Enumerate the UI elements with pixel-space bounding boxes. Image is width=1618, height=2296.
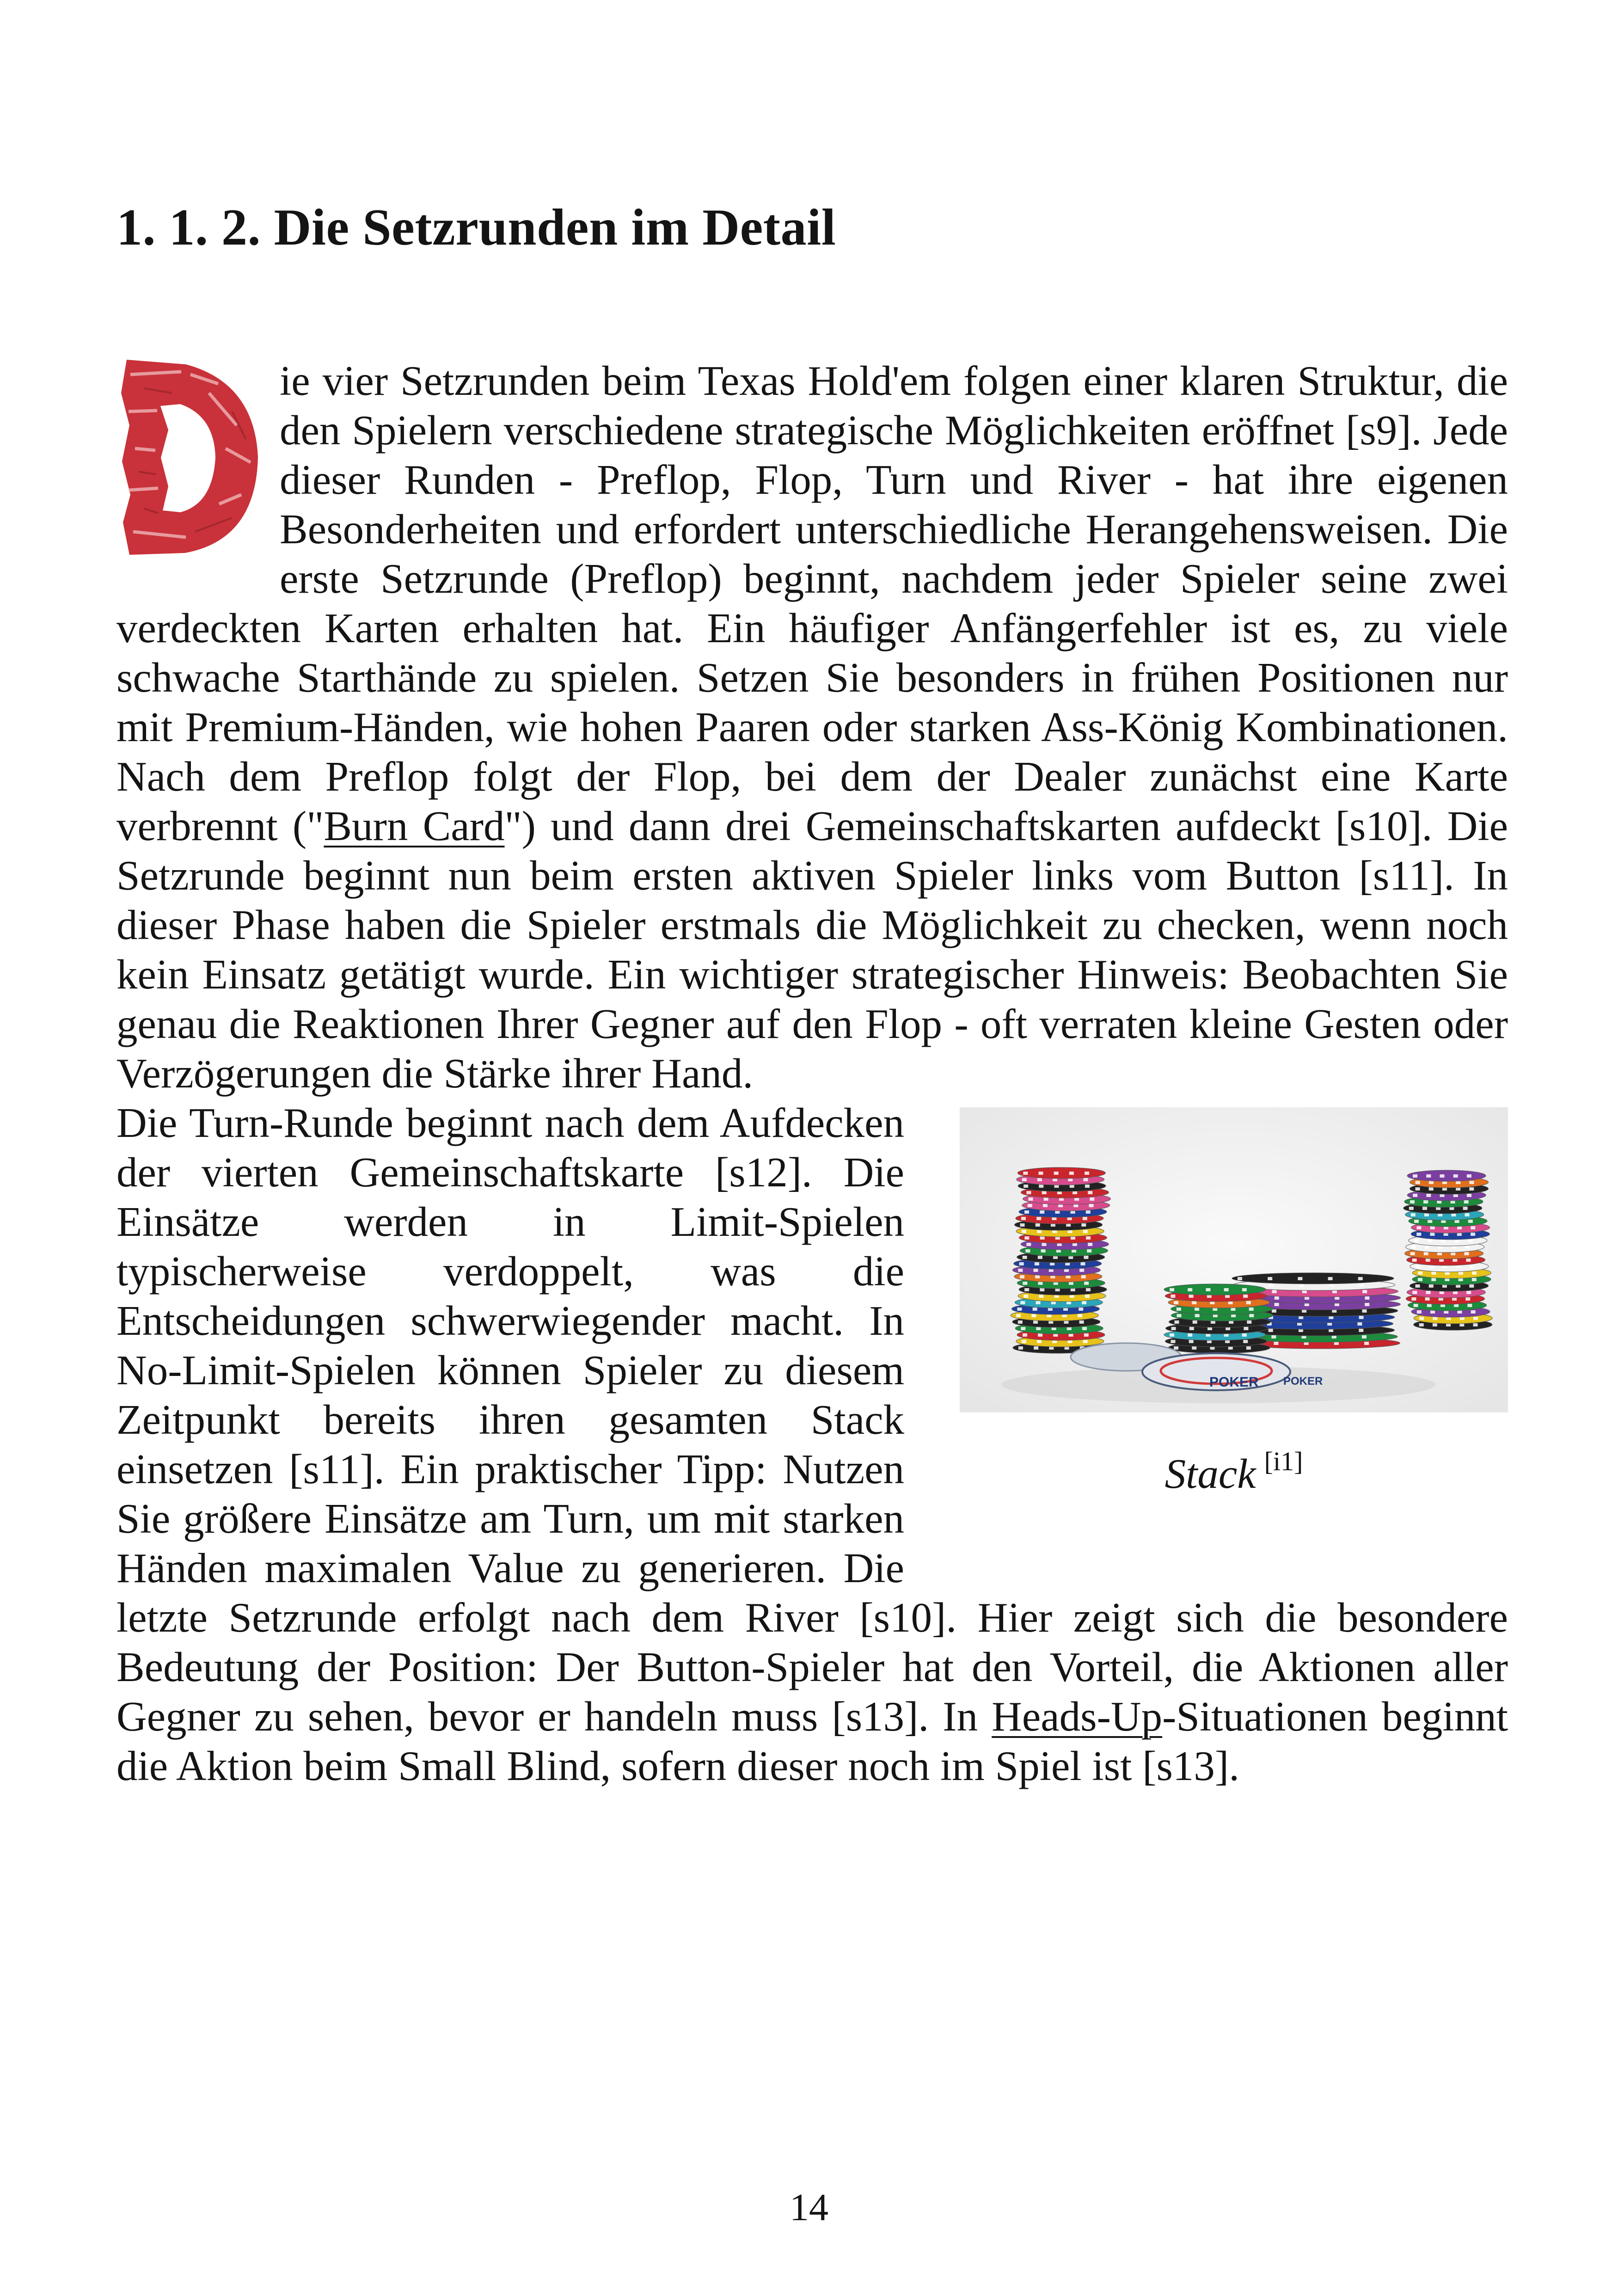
chip-edge-spot: [1022, 1178, 1027, 1181]
chip-edge-spot: [1024, 1295, 1028, 1298]
chip-edge-spot: [1039, 1185, 1043, 1188]
chip-edge-spot: [1433, 1317, 1437, 1320]
chip-edge-spot: [1416, 1284, 1420, 1288]
chip-edge-spot: [1269, 1329, 1273, 1332]
chip-edge-spot: [1033, 1320, 1038, 1324]
chip-edge-spot: [1428, 1220, 1432, 1223]
burn-card-link[interactable]: Burn Card: [324, 803, 505, 849]
chip-edge-spot: [1464, 1252, 1469, 1255]
chip-edge-spot: [1412, 1259, 1417, 1262]
chip-edge-spot: [1018, 1320, 1023, 1324]
chip-edge-spot: [1188, 1333, 1192, 1337]
chip-edge-spot: [1246, 1346, 1251, 1350]
chip-edge-spot: [1467, 1174, 1471, 1178]
chip-edge-spot: [1453, 1174, 1458, 1178]
chip-edge-spot: [1328, 1277, 1333, 1280]
chip-edge-spot: [1083, 1217, 1087, 1220]
chip-edge-spot: [1081, 1275, 1086, 1278]
chip-edge-spot: [1418, 1271, 1422, 1275]
chip-edge-spot: [1246, 1301, 1251, 1304]
chip-edge-spot: [1035, 1262, 1039, 1265]
caption-text: Stack: [1164, 1450, 1256, 1497]
chip-edge-spot: [1359, 1316, 1364, 1319]
chip-edge-spot: [1431, 1278, 1436, 1281]
chip-edge-spot: [1084, 1178, 1088, 1181]
chip-edge-spot: [1411, 1213, 1416, 1216]
chip-edge-spot: [1023, 1172, 1028, 1175]
chip-edge-spot: [1243, 1340, 1248, 1343]
chip-edge-spot: [1082, 1327, 1087, 1330]
chip-edge-spot: [1362, 1290, 1367, 1293]
chip-edge-spot: [1079, 1308, 1083, 1311]
chip-edge-spot: [1025, 1249, 1030, 1252]
chip-edge-spot: [1040, 1288, 1044, 1291]
chip: [1017, 1167, 1105, 1179]
chip-edge-spot: [1410, 1200, 1415, 1203]
paragraph-1: [116, 356, 1508, 1098]
paragraph-2: [116, 1098, 1508, 1791]
chip-edge-spot: [1086, 1210, 1091, 1214]
chip-edge-spot: [1037, 1178, 1042, 1181]
chip-edge-spot: [1035, 1275, 1040, 1278]
chip-edge-spot: [1269, 1283, 1274, 1287]
chip-edge-spot: [1430, 1310, 1435, 1314]
chip-edge-spot: [1242, 1288, 1247, 1291]
stack-figure: [960, 1107, 1508, 1579]
chip-edge-spot: [1078, 1314, 1082, 1317]
chip-edge-spot: [1170, 1333, 1174, 1337]
chip-edge-spot: [1471, 1226, 1475, 1229]
chip-edge-spot: [1085, 1295, 1090, 1298]
chip-edge-spot: [1039, 1295, 1043, 1298]
chip-edge-spot: [1419, 1317, 1424, 1320]
chip-edge-spot: [1042, 1191, 1047, 1194]
chip-edge-spot: [1427, 1304, 1432, 1307]
chip-edge-spot: [1034, 1269, 1038, 1272]
chip-edge-spot: [1418, 1278, 1422, 1281]
chip-edge-spot: [1022, 1230, 1026, 1233]
chip-edge-spot: [1244, 1327, 1248, 1330]
chip-edge-spot: [1467, 1304, 1472, 1307]
paragraph-1-text-b: ") und dann drei Gemeinschaftskarten aufdeckt [s10]. Die Setzrunde beginnt nun beim ersten aktiven Spieler links vom Button [s11]. In dieser Phase haben die Spieler erstmals die Möglichkeit zu checken, wenn noch kein Einsatz getätigt wurde. Ein wichtiger strategischer Hinweis: Beobachten Sie genau die Reaktionen Ihrer Gegner auf den Flop - oft verraten kleine Gesten oder Verzögerungen die Stärke ihrer Hand.: [116, 803, 1508, 1097]
chip-edge-spot: [1357, 1322, 1362, 1326]
chip-edge-spot: [1468, 1220, 1473, 1223]
chip-edge-spot: [1042, 1243, 1047, 1246]
chip-edge-spot: [1024, 1236, 1029, 1240]
chip-edge-spot: [1430, 1226, 1435, 1229]
chip-edge-spot: [1467, 1194, 1471, 1197]
chip-edge-spot: [1471, 1310, 1476, 1314]
chip-edge-spot: [1038, 1282, 1042, 1285]
chip-edge-spot: [1206, 1288, 1210, 1291]
chip-edge-spot: [1016, 1314, 1021, 1317]
chip-edge-spot: [1414, 1304, 1418, 1307]
chip-edge-spot: [1469, 1284, 1474, 1288]
paragraph-2-text-b: -Situationen beginnt die Aktion beim Small Blind, sofern dieser noch im Spiel ist [s13].: [116, 1693, 1508, 1789]
chip-edge-spot: [1409, 1207, 1414, 1210]
chip-edge-spot: [1426, 1174, 1431, 1178]
chip-edge-spot: [1426, 1291, 1431, 1294]
paragraph-2-text-a: Die Turn-Runde beginnt nach dem Aufdecken der vierten Gemeinschaftskarte [s12]. Die Einsätze werden in Limit-Spielen typischerweise verdoppelt, was die Entscheidungen schwerwiegender macht. In No-Limit-Spielen können Spieler zu diesem Zeitpunkt bereits ihren gesamten Stack einsetzen [s11]. Ein praktischer Tipp: Nutzen Sie größere Einsätze am Turn, um mit starken Händen maximalen Value zu generieren. Die letzte Setzrunde erfolgt nach dem River [s10]. Hier zeigt sich die besondere Bedeutung der Position: Der Button-Spieler hat den Vorteil, die Aktionen aller Gegner zu sehen, bevor er handeln muss [s13]. In: [116, 1099, 1508, 1740]
chip-edge-spot: [1433, 1323, 1437, 1326]
chip: [1407, 1170, 1486, 1181]
chip-edge-spot: [1271, 1335, 1276, 1338]
chip-edge-spot: [1024, 1210, 1029, 1214]
chip-edge-spot: [1023, 1333, 1027, 1337]
chip-edge-spot: [1021, 1327, 1025, 1330]
chip-edge-spot: [1359, 1329, 1363, 1332]
chip: [1164, 1284, 1266, 1295]
chip-edge-spot: [1428, 1239, 1432, 1242]
chip-edge-spot: [1021, 1217, 1026, 1220]
chip-edge-spot: [1272, 1309, 1276, 1313]
chip-text: POKER: [1209, 1375, 1259, 1390]
chip-edge-spot: [1054, 1172, 1059, 1175]
chip-edge-spot: [1087, 1249, 1091, 1252]
chip-edge-spot: [1472, 1278, 1477, 1281]
chip: [1232, 1273, 1394, 1284]
chip-edge-spot: [1249, 1314, 1254, 1317]
chip-edge-spot: [1275, 1296, 1279, 1300]
chip-edge-spot: [1423, 1200, 1428, 1203]
chip-edge-spot: [1171, 1340, 1175, 1343]
chip-edge-spot: [1033, 1308, 1037, 1311]
chip-edge-spot: [1426, 1194, 1431, 1197]
chip-edge-spot: [1020, 1301, 1025, 1304]
chip-edge-spot: [1440, 1174, 1444, 1178]
chip-edge-spot: [1425, 1246, 1429, 1249]
chip-edge-spot: [1268, 1277, 1272, 1280]
chip-edge-spot: [1192, 1301, 1196, 1304]
chip-edge-spot: [1174, 1320, 1179, 1324]
chip-edge-spot: [1424, 1252, 1428, 1255]
chip-edge-spot: [1470, 1265, 1474, 1268]
section-heading: 1. 1. 2. Die Setzrunden im Detail: [116, 199, 836, 256]
chip-edge-spot: [1473, 1317, 1478, 1320]
chip-edge-spot: [1247, 1320, 1251, 1324]
chip-edge-spot: [1465, 1297, 1470, 1301]
image-reference: [i1]: [1264, 1446, 1303, 1476]
chip-edge-spot: [1466, 1291, 1471, 1294]
chip-edge-spot: [1413, 1174, 1417, 1178]
chip-edge-spot: [1192, 1346, 1196, 1350]
chip-edge-spot: [1471, 1233, 1475, 1236]
chip-edge-spot: [1429, 1284, 1434, 1288]
chip-edge-spot: [1040, 1210, 1044, 1214]
chip-edge-spot: [1275, 1303, 1279, 1306]
chip-edge-spot: [1088, 1191, 1092, 1194]
chip-edge-spot: [1023, 1282, 1027, 1285]
chip-edge-spot: [1020, 1275, 1024, 1278]
poker-chips-photo: [960, 1107, 1508, 1412]
chip-edge-spot: [1083, 1340, 1088, 1343]
chip-edge-spot: [1414, 1220, 1419, 1223]
chip-edge-spot: [1174, 1346, 1178, 1350]
chip-edge-spot: [1473, 1323, 1478, 1326]
chip-edge-spot: [1272, 1290, 1277, 1293]
chip-edge-spot: [1465, 1213, 1470, 1216]
chip-edge-spot: [1177, 1314, 1182, 1317]
chip-edge-spot: [1026, 1243, 1031, 1246]
chip-edge-spot: [1365, 1303, 1369, 1306]
chip-edge-spot: [1041, 1249, 1046, 1252]
chip-edge-spot: [1242, 1333, 1247, 1337]
chip-edge-spot: [1298, 1277, 1302, 1280]
chip-edge-spot: [1430, 1233, 1434, 1236]
chip-edge-spot: [1026, 1191, 1031, 1194]
chip-edge-spot: [1195, 1308, 1199, 1311]
chip-edge-spot: [1090, 1197, 1094, 1201]
chip-text-2: POKER: [1283, 1375, 1323, 1387]
chip-edge-spot: [1188, 1288, 1192, 1291]
chip-edge-spot: [1362, 1309, 1367, 1313]
chip-edge-spot: [1024, 1288, 1029, 1291]
dropcap-letter-d: [116, 356, 267, 557]
chip-edge-spot: [1174, 1301, 1178, 1304]
chip-edge-spot: [1036, 1327, 1041, 1330]
chip-edge-spot: [1038, 1256, 1042, 1259]
chip-edge-spot: [1037, 1340, 1042, 1343]
chip-edge-spot: [1031, 1314, 1036, 1317]
chip-edge-spot: [1040, 1236, 1045, 1240]
chip-edge-spot: [1426, 1259, 1430, 1262]
chip-edge-spot: [1038, 1333, 1042, 1337]
chip-edge-spot: [1037, 1230, 1042, 1233]
chip-edge-spot: [1469, 1181, 1474, 1184]
chip-edge-spot: [1079, 1269, 1084, 1272]
chip-edge-spot: [1084, 1333, 1089, 1337]
chip-edge-spot: [1189, 1327, 1194, 1330]
chip-edge-spot: [1416, 1187, 1420, 1191]
chip-edge-spot: [1177, 1308, 1181, 1311]
chip-edge-spot: [1413, 1194, 1417, 1197]
body-text: [116, 356, 1508, 1791]
chip-edge-spot: [1416, 1181, 1420, 1184]
chip-edge-spot: [1412, 1291, 1417, 1294]
chip-edge-spot: [1364, 1342, 1369, 1345]
chip-edge-spot: [1195, 1314, 1200, 1317]
chip-edge-spot: [1028, 1197, 1033, 1201]
chip-edge-spot: [1036, 1301, 1041, 1304]
chip-edge-spot: [1424, 1213, 1429, 1216]
chip-edge-spot: [1416, 1265, 1420, 1268]
poker-chips-image: [960, 1107, 1508, 1412]
chip-edge-spot: [1089, 1204, 1094, 1207]
chip-edge-spot: [1081, 1223, 1086, 1227]
chip-edge-spot: [1358, 1277, 1363, 1280]
chip-edge-spot: [1086, 1236, 1091, 1240]
chip-edge-spot: [1469, 1187, 1474, 1191]
chip-edge-spot: [1085, 1185, 1090, 1188]
chip-edge-spot: [1038, 1172, 1043, 1175]
chip-edge-spot: [1410, 1252, 1415, 1255]
chip-edge-spot: [1036, 1217, 1041, 1220]
chip-edge-spot: [1365, 1296, 1369, 1300]
chip-edge-spot: [1466, 1259, 1471, 1262]
chip-edge-spot: [1020, 1223, 1025, 1227]
chip-edge-spot: [1024, 1185, 1028, 1188]
chip-edge-spot: [1464, 1200, 1469, 1203]
chip-edge-spot: [1429, 1181, 1434, 1184]
heads-up-link[interactable]: Heads-Up: [992, 1693, 1163, 1740]
paragraph-1-text-a: ie vier Setzrunden beim Texas Hold'em folgen einer klaren Struktur, die den Spielern verschiedene strategische Möglichkeiten eröffnet [s9]. Jede dieser Runden - Preflop, Flop, Turn und River - hat ihre eigenen Besonderheiten und erfordert unterschiedliche Herangehensweisen. Die erste Setzrunde (Preflop) beginnt, nachdem jeder Spieler seine zwei verdeckten Karten erhalten hat. Ein häufiger Anfängerfehler ist es, zu viele schwache Starthände zu spielen. Setzen Sie besonders in frühen Positionen nur mit Premium-Händen, wie hohen Paaren oder starken Ass-König Kombinationen. Nach dem Preflop folgt der Flop, bei dem der Dealer zunächst eine Karte verbrennt (": [116, 357, 1508, 849]
chip-edge-spot: [1468, 1239, 1473, 1242]
chip-edge-spot: [1416, 1233, 1421, 1236]
chip-edge-spot: [1019, 1262, 1024, 1265]
chip-edge-spot: [1082, 1301, 1086, 1304]
chip-edge-spot: [1422, 1207, 1427, 1210]
chip-edge-spot: [1419, 1323, 1424, 1326]
chip-edge-spot: [1472, 1271, 1477, 1275]
chip-edge-spot: [1081, 1262, 1085, 1265]
chip-edge-spot: [1189, 1340, 1194, 1343]
chip-edge-spot: [1362, 1335, 1367, 1338]
chip-edge-spot: [1085, 1172, 1089, 1175]
chip-edge-spot: [1416, 1226, 1421, 1229]
chip-edge-spot: [1411, 1297, 1416, 1301]
chip-edge-spot: [1171, 1327, 1176, 1330]
chip-edge-spot: [1224, 1288, 1229, 1291]
chip-edge-spot: [1243, 1295, 1248, 1298]
chip-edge-spot: [1044, 1197, 1048, 1201]
chip-edge-spot: [1084, 1256, 1088, 1259]
chip-edge-spot: [1171, 1295, 1175, 1298]
chip-edge-spot: [1018, 1269, 1023, 1272]
chip-edge-spot: [1018, 1346, 1023, 1350]
chip-edge-spot: [1034, 1346, 1038, 1350]
chip-edge-spot: [1088, 1243, 1092, 1246]
chip-edge-spot: [1360, 1283, 1364, 1287]
chip-edge-spot: [1465, 1246, 1470, 1249]
chip-edge-spot: [1429, 1265, 1434, 1268]
figure-caption: [960, 1446, 1508, 1499]
chip-edge-spot: [1043, 1204, 1048, 1207]
chip-edge-spot: [1193, 1320, 1197, 1324]
chip-edge-spot: [1425, 1297, 1430, 1301]
chip-edge-spot: [1023, 1256, 1027, 1259]
page-number: 14: [790, 2186, 828, 2229]
chip-edge-spot: [1432, 1271, 1436, 1275]
chip-edge-spot: [1022, 1340, 1026, 1343]
chip-edge-spot: [1463, 1207, 1468, 1210]
chip-edge-spot: [1017, 1308, 1022, 1311]
chip-edge-spot: [1036, 1223, 1040, 1227]
chip-edge-spot: [1238, 1277, 1242, 1280]
chip-edge-spot: [1414, 1239, 1419, 1242]
chip-edge-spot: [1429, 1187, 1434, 1191]
chip-edge-spot: [1189, 1295, 1194, 1298]
chip-edge-spot: [1028, 1204, 1032, 1207]
chip-edge-spot: [1411, 1246, 1416, 1249]
chip-edge-spot: [1083, 1230, 1088, 1233]
chip-edge-spot: [1274, 1342, 1278, 1345]
chip-edge-spot: [1086, 1288, 1091, 1291]
dropcap-graphic: [116, 356, 267, 557]
chip-edge-spot: [1417, 1310, 1422, 1314]
chip-edge-spot: [1084, 1282, 1089, 1285]
chip-edge-spot: [1079, 1320, 1084, 1324]
chip-edge-spot: [1170, 1288, 1174, 1291]
chip-edge-spot: [1069, 1172, 1074, 1175]
chip-edge-spot: [1249, 1308, 1254, 1311]
